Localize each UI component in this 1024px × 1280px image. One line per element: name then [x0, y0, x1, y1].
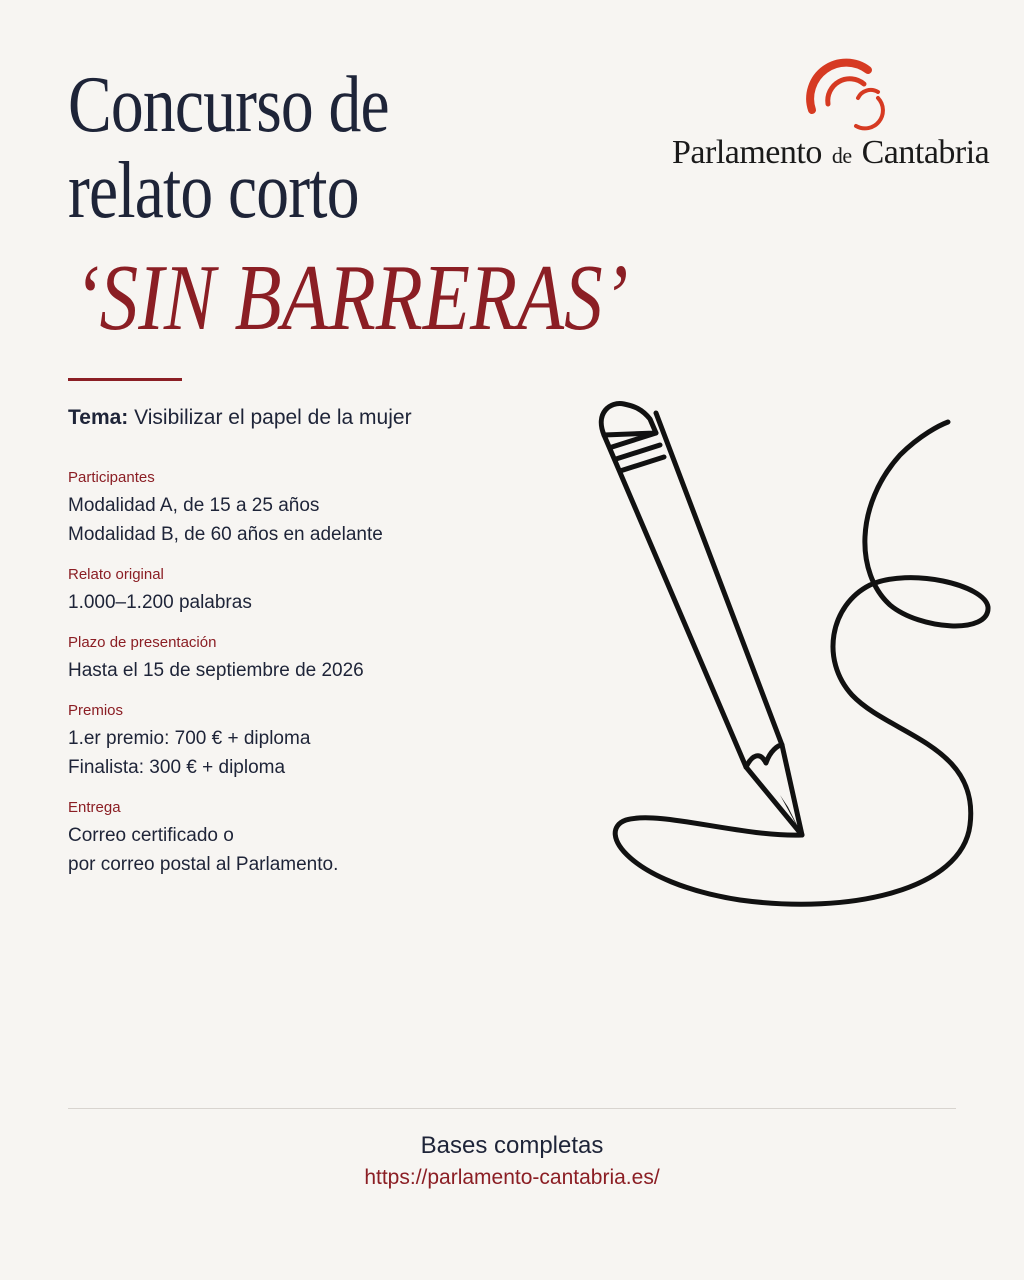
section-line: Finalista: 300 € + diploma [68, 757, 286, 778]
accent-divider [68, 378, 182, 381]
title-line-1: Concurso de [68, 61, 389, 149]
logo-wordmark [672, 134, 989, 172]
section-label: Plazo de presentación [68, 634, 217, 651]
section-premios [68, 701, 528, 782]
logo-name-part2: Cantabria [861, 134, 990, 171]
section-line: por correo postal al Parlamento. [68, 854, 339, 875]
contest-name: ‘SIN BARRERAS’ [74, 246, 629, 350]
section-label: Participantes [68, 469, 155, 486]
logo-name-part1: Parlamento [672, 134, 822, 171]
footer-divider [68, 1108, 956, 1109]
section-entrega [68, 798, 528, 879]
section-line: 1.000–1.200 palabras [68, 592, 252, 613]
title-line-2: relato corto [68, 147, 359, 235]
section-relato-original [68, 565, 528, 617]
bases-heading: Bases completas [420, 1132, 604, 1159]
section-label: Entrega [68, 799, 121, 816]
section-line: Hasta el 15 de septiembre de 2026 [68, 660, 364, 681]
section-line: Correo certificado o [68, 825, 234, 846]
section-line: Modalidad A, de 15 a 25 años [68, 495, 320, 516]
parlamento-logo [672, 58, 1014, 178]
website-link[interactable]: https://parlamento-cantabria.es/ [364, 1166, 660, 1189]
pencil-drawing-icon [590, 395, 1010, 925]
section-line: Modalidad B, de 60 años en adelante [68, 524, 383, 545]
theme-line [68, 406, 412, 430]
section-label: Relato original [68, 566, 164, 583]
info-sections [68, 468, 528, 895]
page-title [68, 62, 389, 234]
section-participantes [68, 468, 528, 549]
section-plazo [68, 633, 528, 685]
section-label: Premios [68, 702, 124, 719]
arcs-logo-icon [800, 58, 890, 134]
section-line: 1.er premio: 700 € + diploma [68, 728, 311, 749]
theme-value: Visibilizar el papel de la mujer [134, 406, 412, 429]
theme-label: Tema: [68, 406, 129, 429]
logo-name-de: de [831, 143, 852, 168]
